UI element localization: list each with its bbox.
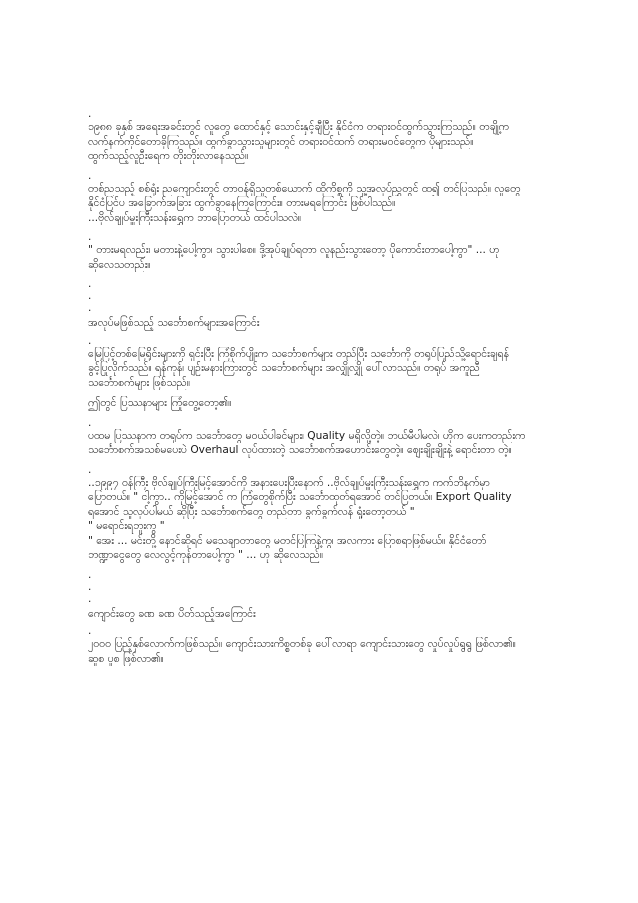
paragraph xyxy=(88,243,560,272)
separator-dot: . xyxy=(88,278,92,290)
paragraph-line: ပြောတယ်။ " ငါ့ကွာ.. ကိုမြင့်အောင် က ကြံတွေစိုက်ပြီး သင်္ဘောထုတ်ရအောင် တင်ပြတယ်။ Export Quality xyxy=(88,491,512,503)
section-heading: အလုပ်မဖြစ်သည့် သင်္ဘောစက်များအကြောင်း xyxy=(88,317,260,329)
separator-dot: . xyxy=(88,302,92,314)
paragraph-line: ၁၉၈၈ ခုနှစ် အရေးအခင်းတွင် လူတွေ ထောင်နှင့် သောင်းနှင့်ချီပြီး နိုင်ငံက တရားဝင်ထွက်သွားကြသည်။ တချို့က xyxy=(88,121,510,133)
separator-dot: . xyxy=(88,463,92,476)
separator-dot: . xyxy=(88,231,92,243)
paragraph xyxy=(88,429,560,458)
paragraph-line: နိုင်ငံပြင်ပ အခြောက်အခြား ထွက်ခွာနေကြကြောင်း။ တားမရကြောင်း ဖြစ်ပါသည်။ xyxy=(88,197,396,209)
paragraph xyxy=(88,120,560,164)
paragraph xyxy=(88,347,560,391)
separator-dot: . xyxy=(88,416,92,429)
section-heading: ကျောင်းတွေ ခဏ ခဏ ပိတ်သည့်အကြောင်း xyxy=(88,607,256,620)
paragraph-line: တစ်ညသည့် စစ်ရုံး ညကျောင်းတွင် တာဝန်ရှိသူတစ်ယောက် ထိုကိစ္စကို သူ့အလုပ်ညွှတွင် ထ၍ တင်ပြသည်။ လူတွေ xyxy=(88,182,521,195)
separator-dot: . xyxy=(88,108,92,120)
paragraph-line: သင်္ဘောစက်များ ဖြစ်သည်။ xyxy=(88,376,191,389)
paragraph-line: ဤတွင် ပြဿနာများ ကြုံတွေ့တော့၏။ xyxy=(88,397,232,409)
paragraph-line: ဆိုလေသတည်း။ xyxy=(88,258,151,271)
separator-dot: . xyxy=(88,580,92,593)
separator-dot: . xyxy=(88,568,92,581)
paragraph-line: ဆူစ ပူစ ဖြစ်လာ၏။ xyxy=(88,652,164,665)
separator-dot: . xyxy=(88,169,92,182)
paragraph xyxy=(88,182,560,226)
paragraph-line: ထွက်သည့်လူဦးရေက တိုးတိုးလာနေသည်။ xyxy=(88,150,249,162)
separator-dot: . xyxy=(88,334,92,347)
paragraph-line: " တားမရလည်း၊ မတားနဲ့ပေါ့ကွာ၊ သွားပါစေ။ ဒို့အုပ်ချုပ်ရတာ လူနည်းသွားတော့ ပိုကောင်းတာပေါ့ကွာ" ... ဟု xyxy=(88,244,500,256)
paragraph xyxy=(88,476,560,563)
paragraph-line: ၂၀၀၀ ပြည့်နှစ်လောက်ကဖြစ်သည်။ ကျောင်းသားကိစ္စတစ်ခု ပေါ်လာရာ ကျောင်းသားတွေ လှုပ်လှုပ်ရွရွ ဖြစ်လာ၏။ xyxy=(88,638,516,650)
paragraph-line: ဘဏ္ဍာငွေတွေ လေလွင့်ကုန်တာပေါ့ကွာ " ... ဟု ဆိုလေသည်။ xyxy=(88,549,324,561)
paragraph-line: ...ဗိုလ်ချုပ်မှူးကြီးသန်းရွှေက ဘာပြောတယ် ထင်ပါသလဲ။ xyxy=(88,211,302,224)
paragraph-line: သင်္ဘောစက်အသစ်မပေးပဲ Overhaul လုပ်ထားတဲ့ သင်္ဘောစက်အဟောင်းတွေတဲ့။ ဈေးချိုးချိုးနဲ့ ရောင်းတာ တဲ့။ xyxy=(88,444,512,456)
paragraph-line: ခွင့်ပြုလိုက်သည်။ ရန်ကုန်၊ ပျဉ်းမနားကြားတွင် သင်္ဘောစက်များ အလျှိုလျှို ပေါ်လာသည်။ တရုပ် အကူညီ xyxy=(88,362,480,374)
paragraph-line: ပထမ ပြဿနာက တရုပ်က သင်္ဘောတွေ မဝယ်ပါခင်များ၊ Quality မရှိလို့တဲ့။ ဘယ်မီပါမလဲ၊ ဟိုက ပေးကတည်းက xyxy=(88,429,526,442)
paragraph-line: " အေး ... မင်းတို့ နောင်ဆိုရင် မသေချာတာတွေ မတင်ပြကြနဲ့ကွ၊ အလကား ပြောစရာဖြစ်မယ်။ နိုင်ငံတော် xyxy=(88,534,487,547)
paragraph-line: " မရောင်းရဘူးကွ " xyxy=(88,520,165,532)
paragraph-line: မြေပြင့်တစ်မြေရိုင်းများကို ရှင်းပြီး ကြံစိုက်ပျိုးက သင်္ဘောစက်များ တည်ပြီး သင်္ဘောကို တရုပ်ပြည်သို့ရောင်းချရန် xyxy=(88,347,509,360)
separator-dot: . xyxy=(88,592,92,605)
paragraph-line: လက်နက်ကိုင်တောခိုကြသည်။ ထွက်ခွာသွားသူများတွင် တရားဝင်ထက် တရားမဝင်တွေက ပိုများသည်။ xyxy=(88,135,474,148)
paragraph xyxy=(88,637,560,666)
separator-dot: . xyxy=(88,290,92,302)
separator-dot: . xyxy=(88,625,92,637)
paragraph-line: ..၁၉၉၇ ဝန်ကြီး ဗိုလ်ချုပ်ကြီးမြင့်အောင်ကို အနားပေးပြီးနောက် ..ဗိုလ်ချုပ်မှူးကြီးသန်းရွှေက ကက်ဘိနက်မှာ xyxy=(88,476,490,489)
paragraph xyxy=(88,396,560,411)
paragraph-line: ရအောင် သူလုပ်ပါမယ် ဆိုပြီး သင်္ဘောစက်တွေ တည်တာ ခွက်ခွက်လန် ရှုံးတော့တယ် " xyxy=(88,505,415,518)
